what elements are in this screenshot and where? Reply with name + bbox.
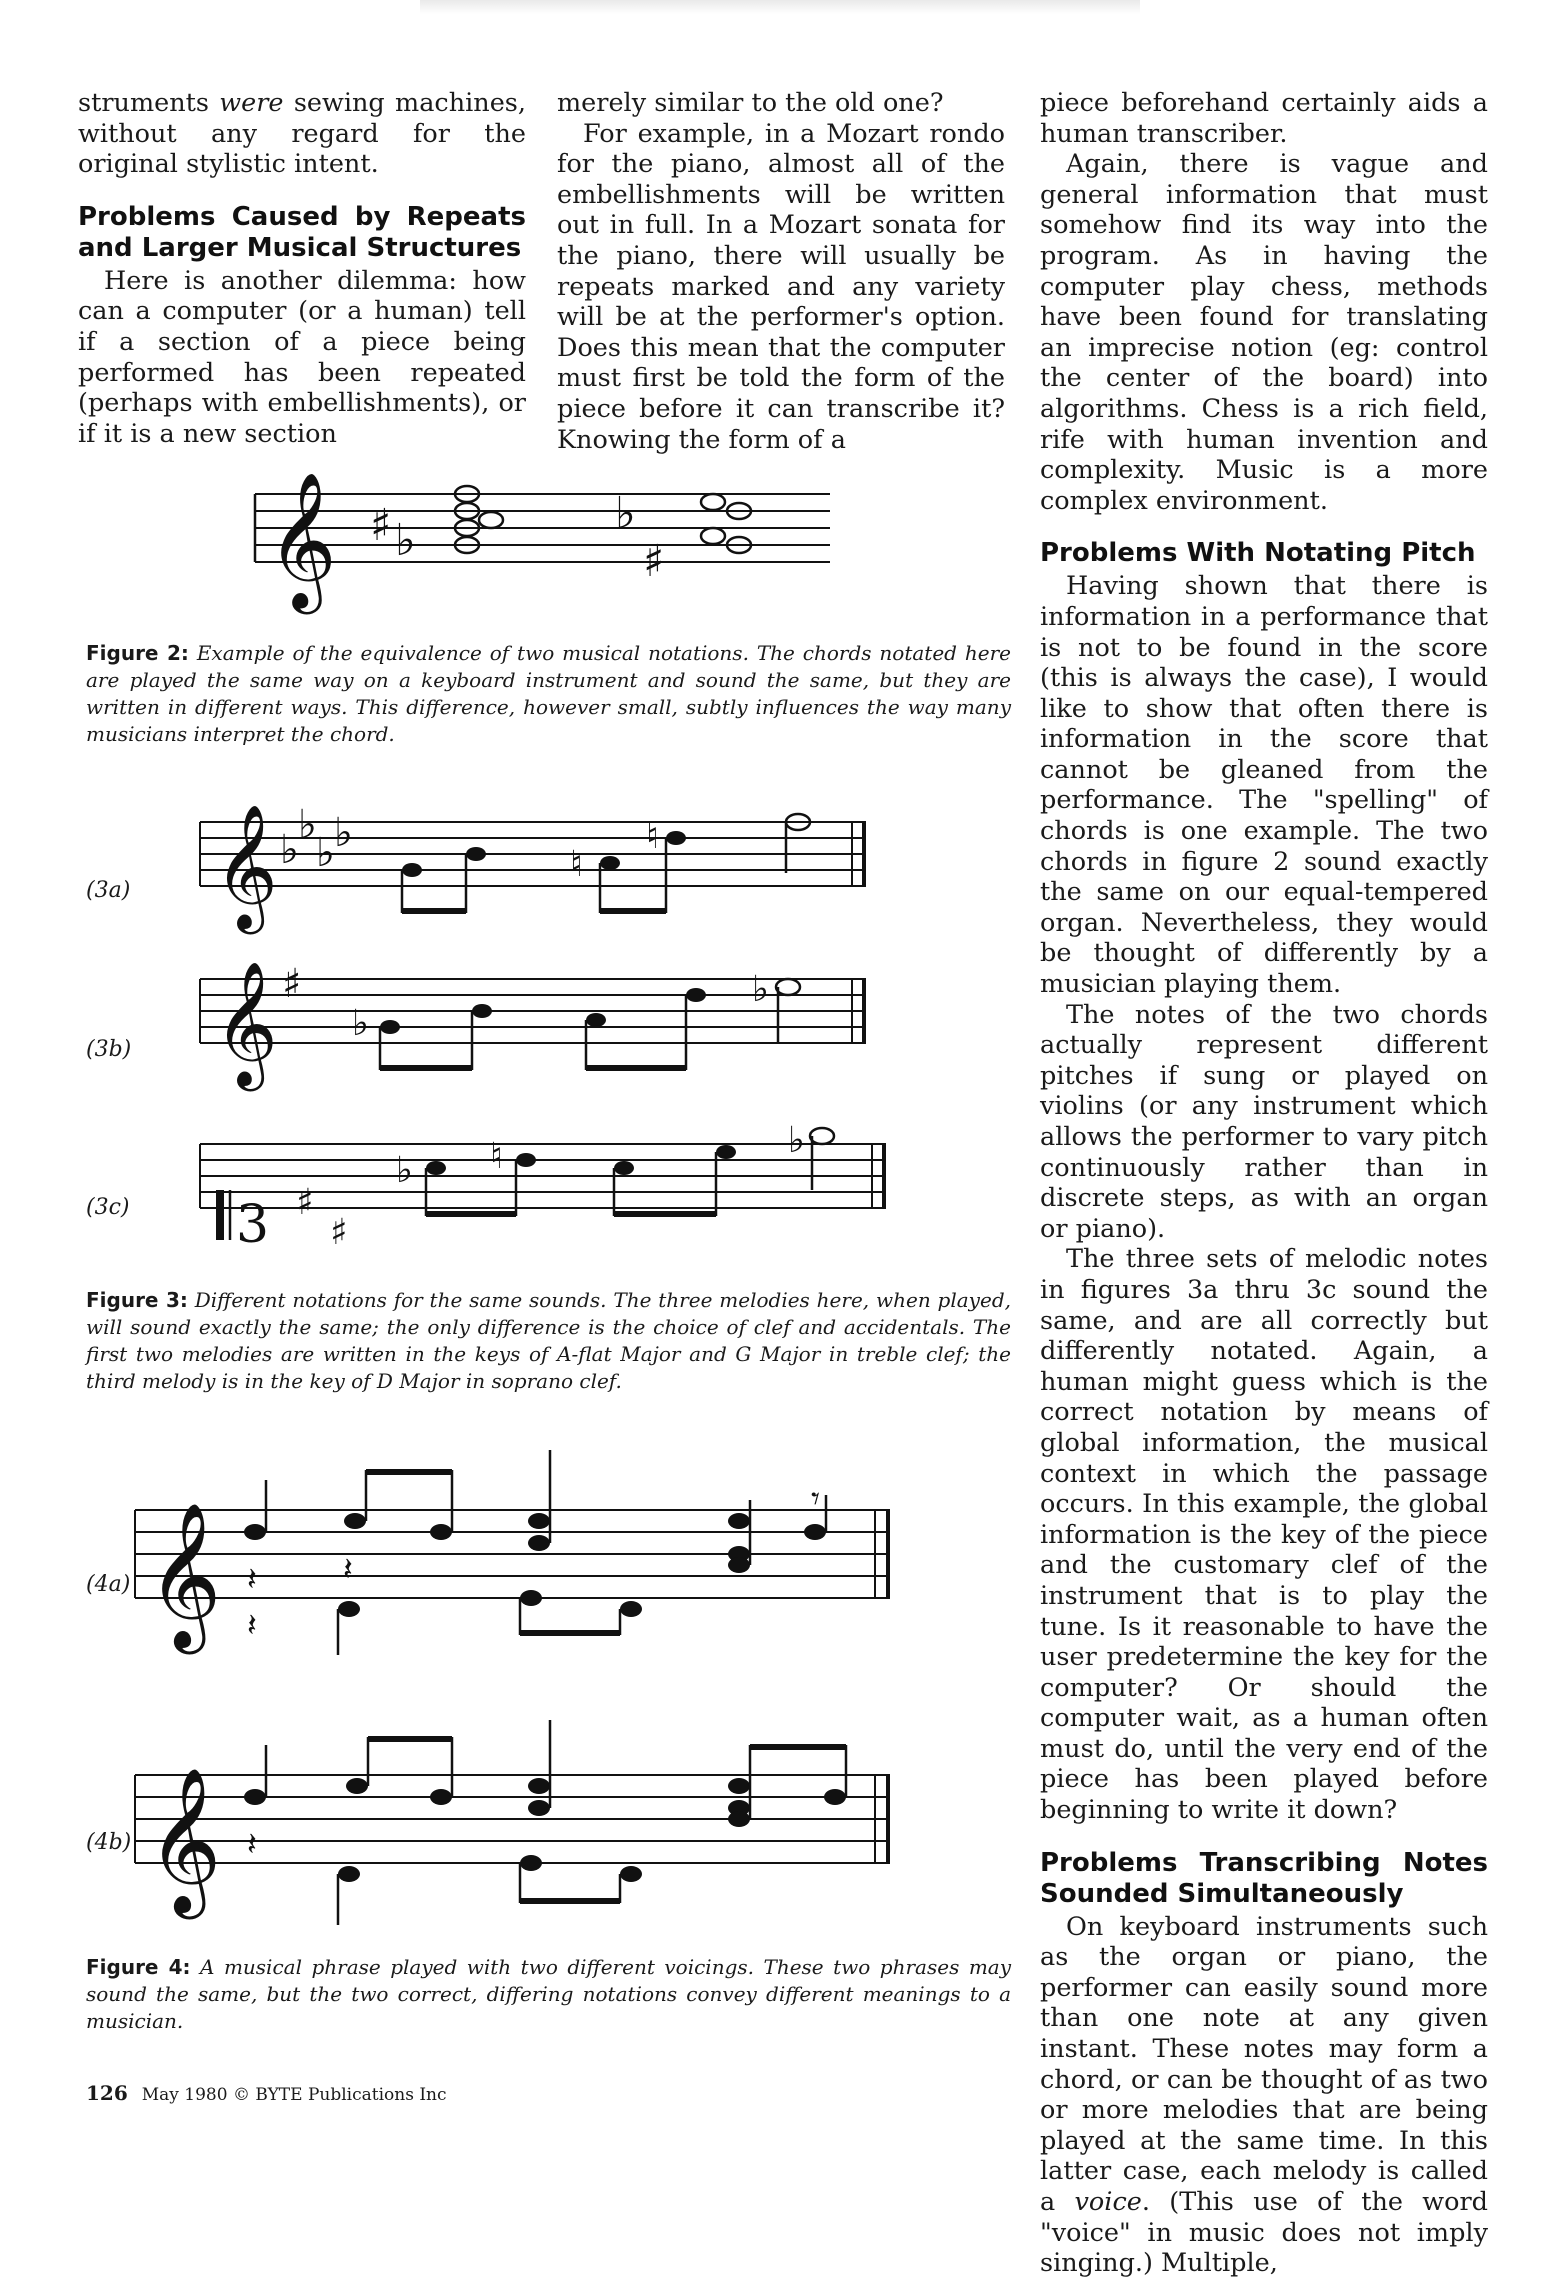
heading-notating-pitch: Problems With Notating Pitch <box>1040 538 1476 569</box>
col3-para-5: The three sets of melodic notes in figures 3a thru 3c sound the same, and are all correctly but differently notated. Again, a human might guess which is the correct notation by means of global information, the musical context in which the passage occurs. In this example, the global information is the key of the piece and the customary clef of the instrument that is to play the tune. Is it reasonable to have the user predetermine the key for the computer? Or should the computer wait, as a human often must do, until the very end of the piece has been played before beginning to write it down? <box>1040 1244 1488 1826</box>
figure-3b-staff <box>200 961 870 1086</box>
c-clef-icon <box>216 1190 269 1255</box>
svg-text:𝄽: 𝄽 <box>343 1550 353 1588</box>
col2-para-1: merely similar to the old one? <box>557 88 944 118</box>
col1-para-1: struments were sewing machines, without any regard for the original stylistic intent. <box>78 88 526 180</box>
footer-text: May 1980 © BYTE Publications Inc <box>141 2085 447 2105</box>
figure-4a-staff <box>135 1440 895 1670</box>
figure-4b-label: (4b) <box>86 1830 132 1855</box>
svg-text:♮: ♮ <box>646 816 659 857</box>
column-1 <box>78 88 526 449</box>
heading-repeats: Problems Caused by Repeats and Larger Musical Structures <box>78 201 526 263</box>
emphasis: voice <box>1074 2187 1142 2217</box>
heading-simultaneous: Problems Transcribing Notes Sounded Simultaneously <box>1040 1847 1488 1909</box>
figure-4-label: Figure 4: <box>86 1955 191 1979</box>
treble-clef-icon: 𝄞 <box>147 1766 222 1913</box>
col3-para-2: Again, there is vague and general information that must somehow find its way into the program. As in having the computer play chess, methods have been found for translating an imprecise notion (eg: control the center of the board) into algorithms. Chess is a rich field, rife with human invention and complexity. Music is a more complex environment. <box>1040 149 1488 516</box>
page-number: 126 <box>86 2081 128 2105</box>
svg-text:𝄽: 𝄽 <box>247 1560 257 1598</box>
col3-para-3: Having shown that there is information in a performance that is not to be found in the score (this is always the case), I would like to show that often there is information in the score that cannot be gleaned from the performance. The "spelling" of chords is one example. The two chords in figure 2 sound exactly the same on our equal-tempered organ. Nevertheless, they would be thought of differently by a musician playing them. <box>1040 571 1488 1000</box>
figure-2-label: Figure 2: <box>86 641 189 665</box>
svg-text:3: 3 <box>236 1195 270 1255</box>
treble-clef-icon: 𝄞 <box>147 1501 222 1648</box>
figure-3a-staff <box>200 802 870 929</box>
svg-text:𝄽: 𝄽 <box>247 1606 257 1644</box>
col3-para-1: piece beforehand certainly aids a human transcriber. <box>1040 88 1488 149</box>
svg-text:♯: ♯ <box>370 500 392 551</box>
figure-4b-staff <box>135 1715 895 1935</box>
figure-2-staff <box>255 470 835 620</box>
column-2 <box>557 88 1005 455</box>
svg-text:♭: ♭ <box>316 830 335 876</box>
svg-text:♯: ♯ <box>296 1182 314 1223</box>
figure-3-caption: Figure 3: Different notations for the same sounds. The three melodies here, when played, will sound exactly the same; the only difference is the choice of clef and accidentals. The first two melodies are written in the keys of A-flat Major and G Major in treble clef; the third melody is in the key of D Major in soprano clef. <box>86 1288 1011 1393</box>
svg-text:♯: ♯ <box>282 961 302 1007</box>
figure-4a-label: (4a) <box>86 1572 131 1597</box>
page-footer <box>86 2081 447 2105</box>
col3-para-6: On keyboard instruments such as the organ or piano, the performer can easily sound more than one note at any given instant. These notes may form a chord, or can be thought of as two or more melodies that are being played at the same time. In this latter case, each melody is called a voice. (This use of the word "voice" in music does not imply singing.) Multiple, <box>1040 1911 1488 2279</box>
svg-text:♭: ♭ <box>298 802 317 848</box>
col2-para-2: For example, in a Mozart rondo for the piano, almost all of the embellishments will be written out in full. In a Mozart sonata for the piano, there will usually be repeats marked and any variety will be at the performer's option. Does this mean that the computer must first be told the form of the piece before it can transcribe it? Knowing the form of a <box>557 118 1005 455</box>
scan-smudge <box>420 0 1140 14</box>
col3-para-4: The notes of the two chords actually represent different pitches if sung or played on violins (or any instrument which allows the performer to vary pitch continuously rather than in discrete steps, as with an organ or piano). <box>1040 999 1488 1244</box>
svg-text:𝄾: 𝄾 <box>811 1479 821 1519</box>
svg-text:♭: ♭ <box>280 827 299 873</box>
svg-text:♭: ♭ <box>334 810 353 856</box>
svg-text:♯: ♯ <box>330 1212 348 1253</box>
svg-text:♭: ♭ <box>395 515 416 566</box>
col1-para-2: Here is another dilemma: how can a computer (or a human) tell if a section of a piece being performed has been repeated (perhaps with embellishments), or if it is a new section <box>78 265 526 449</box>
figure-2-caption: Figure 2: Example of the equivalence of two musical notations. The chords notated here are played the same way on a keyboard instrument and sound the same, but they are written in different ways. This difference, however small, subtly influences the way many musicians interpret the chord. <box>86 641 1011 746</box>
svg-text:♭: ♭ <box>752 969 769 1010</box>
figure-3c-staff <box>200 1120 890 1255</box>
svg-text:♭: ♭ <box>352 1003 369 1044</box>
svg-text:♭: ♭ <box>788 1120 805 1161</box>
figure-4-caption: Figure 4: A musical phrase played with two different voicings. These two phrases may sound the same, but the two correct, differing notations convey different meanings to a musician. <box>86 1955 1012 2033</box>
svg-text:♮: ♮ <box>490 1136 503 1177</box>
treble-clef-icon: 𝄞 <box>214 961 278 1086</box>
figure-3b-label: (3b) <box>86 1037 132 1062</box>
column-3 <box>1040 88 1488 2279</box>
treble-clef-icon: 𝄞 <box>267 470 337 608</box>
figure-3c-label: (3c) <box>86 1195 130 1220</box>
emphasis: were <box>219 88 284 118</box>
figure-3a-label: (3a) <box>86 878 131 903</box>
svg-text:𝄽: 𝄽 <box>247 1825 257 1863</box>
svg-text:♭: ♭ <box>396 1150 413 1191</box>
svg-text:♭: ♭ <box>615 488 636 539</box>
figure-3-label: Figure 3: <box>86 1288 188 1312</box>
svg-text:♯: ♯ <box>643 536 665 587</box>
svg-text:♮: ♮ <box>570 844 583 885</box>
treble-clef-icon: 𝄞 <box>214 804 278 929</box>
